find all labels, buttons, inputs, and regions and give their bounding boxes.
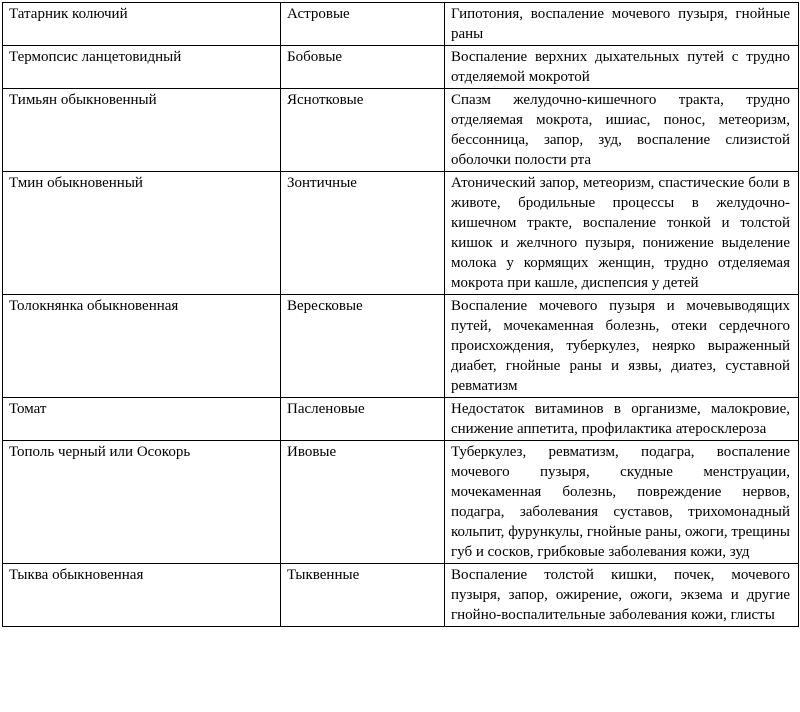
medical-use-cell: Туберкулез, ревматизм, подагра, воспаление мочевого пузыря, скудные менструации, мочекаменная болезнь, повреждение нервов, подагра, заболевания суставов, трихомонадный кольпит, фурункулы, гнойные раны, ожоги, трещины губ и сосков, грибковые заболевания кожи, зуд bbox=[445, 441, 799, 564]
plant-family-cell: Вересковые bbox=[281, 295, 445, 398]
medical-use-cell: Спазм желудочно-кишечного тракта, трудно отделяемая мокрота, ишиас, понос, метеоризм, бессонница, запор, зуд, воспаление слизистой оболочки полости рта bbox=[445, 89, 799, 172]
table-row bbox=[3, 46, 799, 89]
table-row bbox=[3, 398, 799, 441]
plant-name-cell: Тыква обыкновенная bbox=[3, 564, 281, 627]
medical-use-cell: Воспаление мочевого пузыря и мочевыводящих путей, мочекаменная болезнь, отеки сердечного происхождения, туберкулез, неярко выраженный диабет, гнойные раны и язвы, диатез, суставной ревматизм bbox=[445, 295, 799, 398]
table-row bbox=[3, 295, 799, 398]
herbs-table bbox=[2, 2, 799, 627]
medical-use-cell: Воспаление толстой кишки, почек, мочевого пузыря, запор, ожирение, ожоги, экзема и другие гнойно-воспалительные заболевания кожи, глисты bbox=[445, 564, 799, 627]
plant-family-cell: Тыквенные bbox=[281, 564, 445, 627]
plant-family-cell: Ивовые bbox=[281, 441, 445, 564]
plant-name-cell: Тмин обыкновенный bbox=[3, 172, 281, 295]
medical-use-cell: Воспаление верхних дыхательных путей с трудно отделяемой мокротой bbox=[445, 46, 799, 89]
plant-family-cell: Зонтичные bbox=[281, 172, 445, 295]
plant-family-cell: Астровые bbox=[281, 3, 445, 46]
table-row bbox=[3, 172, 799, 295]
plant-family-cell: Пасленовые bbox=[281, 398, 445, 441]
plant-family-cell: Яснотковые bbox=[281, 89, 445, 172]
table-row bbox=[3, 3, 799, 46]
plant-name-cell: Толокнянка обыкновенная bbox=[3, 295, 281, 398]
plant-name-cell: Термопсис ланцетовидный bbox=[3, 46, 281, 89]
plant-name-cell: Тополь черный или Осокорь bbox=[3, 441, 281, 564]
medical-use-cell: Недостаток витаминов в организме, малокровие, снижение аппетита, профилактика атеросклероза bbox=[445, 398, 799, 441]
table-row bbox=[3, 441, 799, 564]
plant-name-cell: Тимьян обыкновенный bbox=[3, 89, 281, 172]
medical-use-cell: Гипотония, воспаление мочевого пузыря, гнойные раны bbox=[445, 3, 799, 46]
plant-name-cell: Татарник колючий bbox=[3, 3, 281, 46]
table-row bbox=[3, 564, 799, 627]
medical-use-cell: Атонический запор, метеоризм, спастические боли в животе, бродильные процессы в желудочно-кишечном тракте, воспаление тонкой и толстой кишок и желчного пузыря, понижение выделение молока у кормящих женщин, трудно отделяемая мокрота при кашле, диспепсия у детей bbox=[445, 172, 799, 295]
plant-family-cell: Бобовые bbox=[281, 46, 445, 89]
table-row bbox=[3, 89, 799, 172]
plant-name-cell: Томат bbox=[3, 398, 281, 441]
